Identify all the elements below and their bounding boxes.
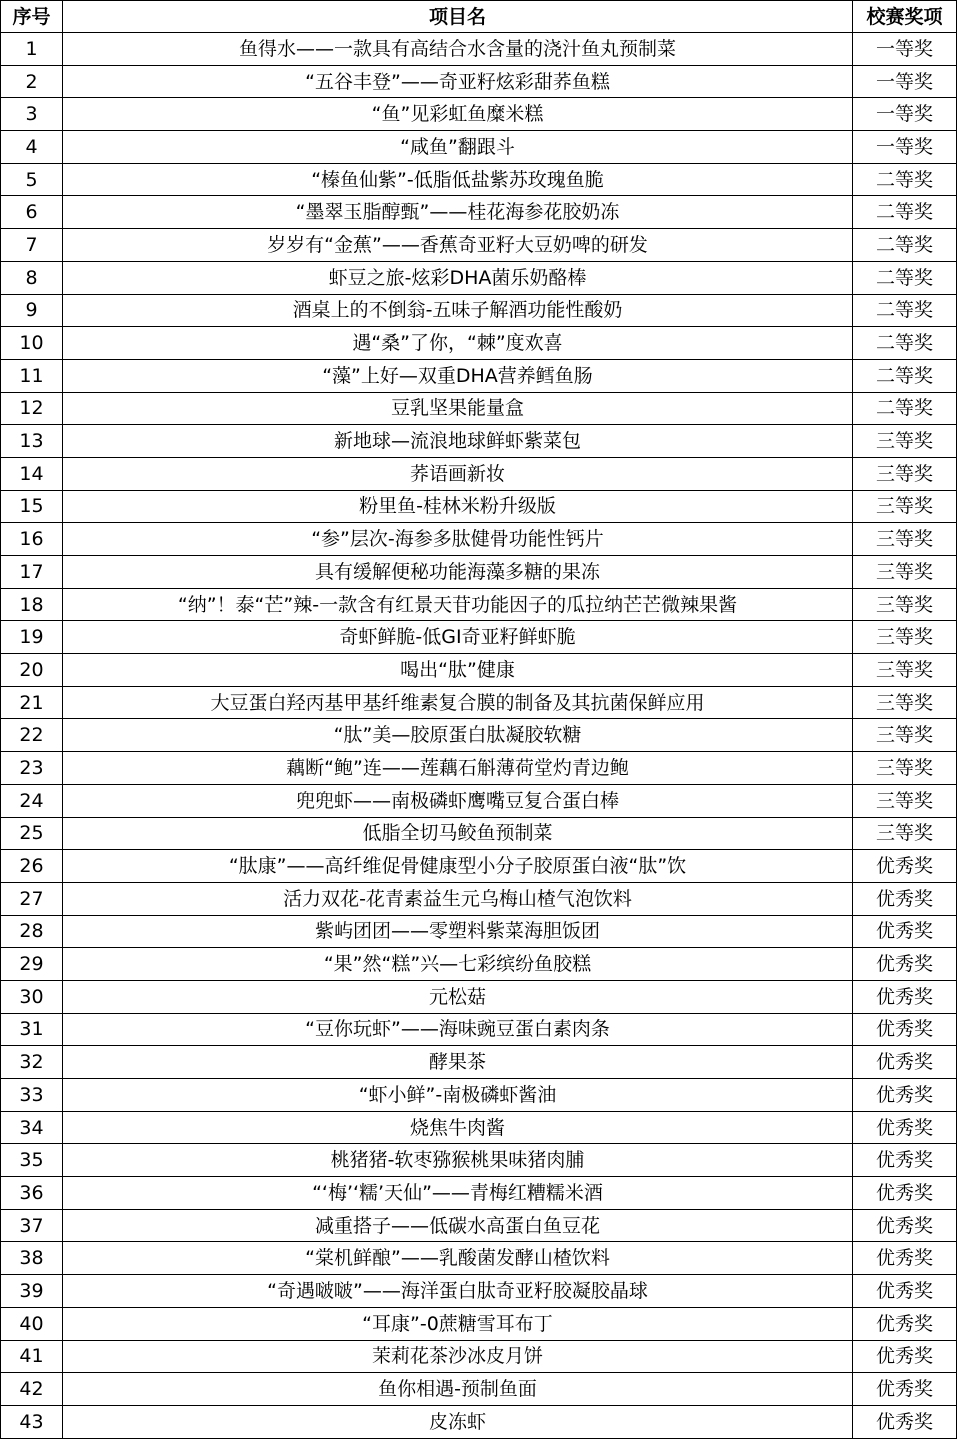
cell-project-name: 粉里鱼-桂林米粉升级版 bbox=[63, 490, 853, 523]
cell-award: 三等奖 bbox=[853, 425, 957, 458]
cell-project-name: “棠机鲜酿”——乳酸菌发酵山楂饮料 bbox=[63, 1242, 853, 1275]
table-row bbox=[1, 752, 957, 785]
cell-project-name: 茉莉花茶沙冰皮月饼 bbox=[63, 1340, 853, 1373]
table-row bbox=[1, 523, 957, 556]
table-row bbox=[1, 882, 957, 915]
cell-number: 27 bbox=[1, 882, 63, 915]
cell-award: 一等奖 bbox=[853, 33, 957, 66]
cell-number: 7 bbox=[1, 229, 63, 262]
table-row bbox=[1, 556, 957, 589]
cell-award: 二等奖 bbox=[853, 294, 957, 327]
table-row bbox=[1, 980, 957, 1013]
cell-project-name: 具有缓解便秘功能海藻多糖的果冻 bbox=[63, 556, 853, 589]
table-row bbox=[1, 784, 957, 817]
cell-award: 二等奖 bbox=[853, 163, 957, 196]
cell-number: 34 bbox=[1, 1111, 63, 1144]
cell-project-name: 大豆蛋白羟丙基甲基纤维素复合膜的制备及其抗菌保鲜应用 bbox=[63, 686, 853, 719]
table-row bbox=[1, 654, 957, 687]
cell-award: 二等奖 bbox=[853, 392, 957, 425]
table-row bbox=[1, 1275, 957, 1308]
cell-project-name: “鱼”见彩虹鱼糜米糕 bbox=[63, 98, 853, 131]
cell-number: 13 bbox=[1, 425, 63, 458]
table-row bbox=[1, 948, 957, 981]
cell-award: 优秀奖 bbox=[853, 980, 957, 1013]
cell-project-name: 紫屿团团——零塑料紫菜海胆饭团 bbox=[63, 915, 853, 948]
cell-project-name: 鱼得水——一款具有高结合水含量的浇汁鱼丸预制菜 bbox=[63, 33, 853, 66]
table-body bbox=[1, 33, 957, 1439]
cell-award: 三等奖 bbox=[853, 784, 957, 817]
cell-project-name: 皮冻虾 bbox=[63, 1405, 853, 1438]
cell-number: 24 bbox=[1, 784, 63, 817]
cell-project-name: 减重搭子——低碳水高蛋白鱼豆花 bbox=[63, 1209, 853, 1242]
header-number: 序号 bbox=[1, 1, 63, 33]
table-row bbox=[1, 915, 957, 948]
cell-project-name: 藕断“鲍”连——莲藕石斛薄荷堂灼青边鲍 bbox=[63, 752, 853, 785]
cell-number: 5 bbox=[1, 163, 63, 196]
cell-number: 1 bbox=[1, 33, 63, 66]
header-project-name: 项目名 bbox=[63, 1, 853, 33]
cell-award: 二等奖 bbox=[853, 229, 957, 262]
cell-award: 二等奖 bbox=[853, 261, 957, 294]
table-row bbox=[1, 261, 957, 294]
table-header bbox=[1, 1, 957, 33]
table-row bbox=[1, 588, 957, 621]
cell-number: 16 bbox=[1, 523, 63, 556]
cell-number: 31 bbox=[1, 1013, 63, 1046]
cell-award: 优秀奖 bbox=[853, 1111, 957, 1144]
cell-number: 17 bbox=[1, 556, 63, 589]
table-row bbox=[1, 1340, 957, 1373]
cell-number: 36 bbox=[1, 1177, 63, 1210]
cell-award: 优秀奖 bbox=[853, 1307, 957, 1340]
table-row bbox=[1, 1373, 957, 1406]
cell-number: 20 bbox=[1, 654, 63, 687]
cell-award: 三等奖 bbox=[853, 654, 957, 687]
cell-project-name: “藻”上好—双重DHA营养鳕鱼肠 bbox=[63, 359, 853, 392]
table-row bbox=[1, 163, 957, 196]
cell-number: 32 bbox=[1, 1046, 63, 1079]
table-row bbox=[1, 294, 957, 327]
cell-project-name: 烧焦牛肉酱 bbox=[63, 1111, 853, 1144]
cell-project-name: 奇虾鲜脆-低GI奇亚籽鲜虾脆 bbox=[63, 621, 853, 654]
cell-award: 优秀奖 bbox=[853, 1046, 957, 1079]
cell-award: 三等奖 bbox=[853, 719, 957, 752]
cell-number: 10 bbox=[1, 327, 63, 360]
cell-number: 15 bbox=[1, 490, 63, 523]
cell-project-name: “‘梅’‘糯’天仙”——青梅红糟糯米酒 bbox=[63, 1177, 853, 1210]
cell-project-name: 鱼你相遇-预制鱼面 bbox=[63, 1373, 853, 1406]
header-award: 校赛奖项 bbox=[853, 1, 957, 33]
cell-award: 优秀奖 bbox=[853, 882, 957, 915]
cell-award: 优秀奖 bbox=[853, 1177, 957, 1210]
cell-award: 三等奖 bbox=[853, 490, 957, 523]
cell-award: 优秀奖 bbox=[853, 1209, 957, 1242]
cell-award: 优秀奖 bbox=[853, 915, 957, 948]
cell-project-name: 酒桌上的不倒翁-五味子解酒功能性酸奶 bbox=[63, 294, 853, 327]
cell-project-name: 虾豆之旅-炫彩DHA菌乐奶酪棒 bbox=[63, 261, 853, 294]
cell-award: 一等奖 bbox=[853, 65, 957, 98]
table-row bbox=[1, 817, 957, 850]
table-row bbox=[1, 1307, 957, 1340]
table-row bbox=[1, 1209, 957, 1242]
cell-number: 8 bbox=[1, 261, 63, 294]
table-row bbox=[1, 621, 957, 654]
cell-project-name: 低脂全切马鲛鱼预制菜 bbox=[63, 817, 853, 850]
cell-project-name: 元松菇 bbox=[63, 980, 853, 1013]
cell-award: 优秀奖 bbox=[853, 1373, 957, 1406]
cell-number: 28 bbox=[1, 915, 63, 948]
cell-number: 39 bbox=[1, 1275, 63, 1308]
cell-number: 43 bbox=[1, 1405, 63, 1438]
cell-award: 三等奖 bbox=[853, 621, 957, 654]
cell-project-name: “咸鱼”翻跟斗 bbox=[63, 131, 853, 164]
table-row bbox=[1, 196, 957, 229]
table-row bbox=[1, 359, 957, 392]
cell-award: 三等奖 bbox=[853, 752, 957, 785]
cell-award: 二等奖 bbox=[853, 359, 957, 392]
cell-number: 38 bbox=[1, 1242, 63, 1275]
cell-project-name: 兜兜虾——南极磷虾鹰嘴豆复合蛋白棒 bbox=[63, 784, 853, 817]
table-row bbox=[1, 1111, 957, 1144]
cell-number: 19 bbox=[1, 621, 63, 654]
cell-number: 4 bbox=[1, 131, 63, 164]
cell-award: 优秀奖 bbox=[853, 1079, 957, 1112]
table-row bbox=[1, 1046, 957, 1079]
cell-project-name: “五谷丰登”——奇亚籽炫彩甜荞鱼糕 bbox=[63, 65, 853, 98]
cell-project-name: 遇“桑”了你，“棘”度欢喜 bbox=[63, 327, 853, 360]
cell-award: 二等奖 bbox=[853, 196, 957, 229]
table-row bbox=[1, 65, 957, 98]
table-row bbox=[1, 131, 957, 164]
table-row bbox=[1, 229, 957, 262]
cell-project-name: “纳”！泰“芒”辣-一款含有红景天苷功能因子的瓜拉纳芒芒微辣果酱 bbox=[63, 588, 853, 621]
cell-number: 11 bbox=[1, 359, 63, 392]
cell-award: 三等奖 bbox=[853, 817, 957, 850]
cell-number: 29 bbox=[1, 948, 63, 981]
table-row bbox=[1, 850, 957, 883]
cell-number: 23 bbox=[1, 752, 63, 785]
cell-number: 14 bbox=[1, 457, 63, 490]
cell-project-name: 酵果茶 bbox=[63, 1046, 853, 1079]
cell-number: 25 bbox=[1, 817, 63, 850]
cell-award: 三等奖 bbox=[853, 686, 957, 719]
cell-project-name: “墨翠玉脂醇甄”——桂花海参花胶奶冻 bbox=[63, 196, 853, 229]
table-row bbox=[1, 33, 957, 66]
cell-project-name: “果”然“糕”兴—七彩缤纷鱼胶糕 bbox=[63, 948, 853, 981]
cell-number: 35 bbox=[1, 1144, 63, 1177]
cell-award: 一等奖 bbox=[853, 98, 957, 131]
table-row bbox=[1, 457, 957, 490]
cell-number: 3 bbox=[1, 98, 63, 131]
cell-number: 41 bbox=[1, 1340, 63, 1373]
cell-award: 三等奖 bbox=[853, 556, 957, 589]
cell-number: 12 bbox=[1, 392, 63, 425]
table-row bbox=[1, 327, 957, 360]
cell-project-name: “耳康”-0蔗糖雪耳布丁 bbox=[63, 1307, 853, 1340]
cell-award: 优秀奖 bbox=[853, 1242, 957, 1275]
cell-number: 26 bbox=[1, 850, 63, 883]
cell-project-name: “肽”美—胶原蛋白肽凝胶软糖 bbox=[63, 719, 853, 752]
table-row bbox=[1, 1013, 957, 1046]
cell-project-name: 荞语画新妆 bbox=[63, 457, 853, 490]
cell-award: 优秀奖 bbox=[853, 1405, 957, 1438]
cell-award: 三等奖 bbox=[853, 457, 957, 490]
cell-award: 优秀奖 bbox=[853, 1340, 957, 1373]
table-row bbox=[1, 1405, 957, 1438]
cell-project-name: 喝出“肽”健康 bbox=[63, 654, 853, 687]
cell-project-name: “虾小鲜”-南极磷虾酱油 bbox=[63, 1079, 853, 1112]
cell-number: 9 bbox=[1, 294, 63, 327]
cell-number: 40 bbox=[1, 1307, 63, 1340]
header-row bbox=[1, 1, 957, 33]
cell-project-name: 新地球—流浪地球鲜虾紫菜包 bbox=[63, 425, 853, 458]
table-row bbox=[1, 1242, 957, 1275]
cell-number: 37 bbox=[1, 1209, 63, 1242]
cell-number: 6 bbox=[1, 196, 63, 229]
cell-project-name: “肽康”——高纤维促骨健康型小分子胶原蛋白液“肽”饮 bbox=[63, 850, 853, 883]
table-row bbox=[1, 1177, 957, 1210]
cell-award: 三等奖 bbox=[853, 523, 957, 556]
table-row bbox=[1, 98, 957, 131]
cell-project-name: “豆你玩虾”——海味豌豆蛋白素肉条 bbox=[63, 1013, 853, 1046]
cell-number: 18 bbox=[1, 588, 63, 621]
cell-award: 优秀奖 bbox=[853, 1275, 957, 1308]
table-row bbox=[1, 392, 957, 425]
cell-award: 二等奖 bbox=[853, 327, 957, 360]
cell-number: 21 bbox=[1, 686, 63, 719]
cell-project-name: “奇遇啵啵”——海洋蛋白肽奇亚籽胶凝胶晶球 bbox=[63, 1275, 853, 1308]
cell-number: 30 bbox=[1, 980, 63, 1013]
cell-award: 优秀奖 bbox=[853, 850, 957, 883]
cell-number: 2 bbox=[1, 65, 63, 98]
table-row bbox=[1, 425, 957, 458]
cell-project-name: “榛鱼仙紫”-低脂低盐紫苏玫瑰鱼脆 bbox=[63, 163, 853, 196]
cell-project-name: 岁岁有“金蕉”——香蕉奇亚籽大豆奶啤的研发 bbox=[63, 229, 853, 262]
cell-number: 42 bbox=[1, 1373, 63, 1406]
cell-project-name: 活力双花-花青素益生元乌梅山楂气泡饮料 bbox=[63, 882, 853, 915]
cell-number: 33 bbox=[1, 1079, 63, 1112]
table-row bbox=[1, 719, 957, 752]
cell-project-name: “参”层次-海参多肽健骨功能性钙片 bbox=[63, 523, 853, 556]
cell-award: 一等奖 bbox=[853, 131, 957, 164]
table-row bbox=[1, 686, 957, 719]
table-row bbox=[1, 1079, 957, 1112]
table-row bbox=[1, 1144, 957, 1177]
cell-award: 优秀奖 bbox=[853, 1013, 957, 1046]
cell-award: 优秀奖 bbox=[853, 1144, 957, 1177]
cell-project-name: 桃猪猪-软枣猕猴桃果味猪肉脯 bbox=[63, 1144, 853, 1177]
cell-award: 三等奖 bbox=[853, 588, 957, 621]
cell-award: 优秀奖 bbox=[853, 948, 957, 981]
table-row bbox=[1, 490, 957, 523]
cell-project-name: 豆乳坚果能量盒 bbox=[63, 392, 853, 425]
cell-number: 22 bbox=[1, 719, 63, 752]
